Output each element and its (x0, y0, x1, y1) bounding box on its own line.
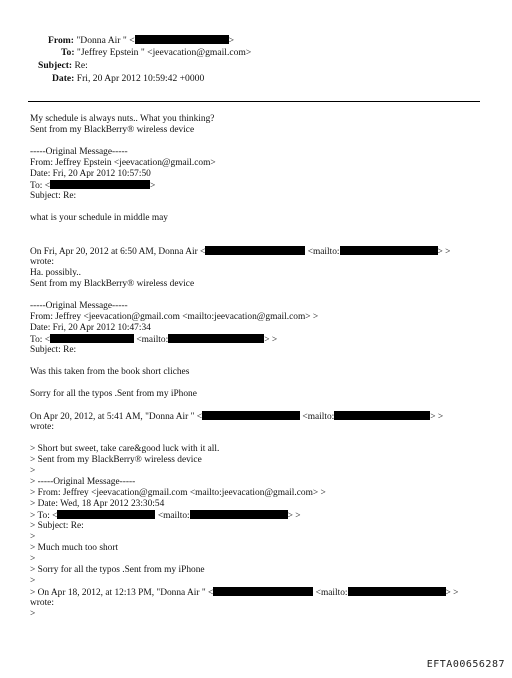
header-date-row (52, 73, 204, 84)
quote-prefix: On Apr 20, 2012, at 5:41 AM, "Donna Air " < (30, 412, 203, 422)
header-from-row (48, 35, 234, 46)
redaction-box (334, 411, 430, 420)
redaction-box (50, 180, 150, 189)
redaction-box (190, 510, 288, 519)
body-line: what is your schedule in middle may (30, 213, 168, 223)
date-value: Fri, 20 Apr 2012 10:59:42 +0000 (76, 73, 205, 84)
redaction-box (205, 246, 305, 255)
mailto-close: > > (437, 247, 451, 257)
body-line: > (30, 576, 36, 586)
to-value: "Jeffrey Epstein " <jeevacation@gmail.com> (76, 47, 252, 58)
to-prefix: > To: < (30, 511, 58, 521)
redaction-box (348, 587, 446, 596)
body-line: > Sorry for all the typos .Sent from my iPhone (30, 565, 205, 575)
body-line: wrote: (30, 598, 54, 608)
from-value: "Donna Air " < (76, 35, 135, 46)
mailto-close: > > (264, 335, 278, 345)
body-line: Date: Fri, 20 Apr 2012 10:47:34 (30, 323, 151, 333)
body-line: > (30, 466, 36, 476)
redaction-box (50, 334, 134, 343)
redaction-box (57, 510, 155, 519)
header-to-row (61, 47, 251, 58)
to-label: To: (61, 47, 75, 58)
subject-value: Re: (74, 60, 88, 71)
mailto-close: > > (430, 412, 444, 422)
redaction-box (340, 246, 438, 255)
mailto-label: <mailto: (157, 511, 190, 521)
body-line: -----Original Message----- (30, 301, 128, 311)
mailto-close: > > (287, 511, 301, 521)
redaction-box (213, 587, 313, 596)
mailto-label: <mailto: (302, 412, 335, 422)
redaction-box (202, 411, 300, 420)
mailto-label: <mailto: (136, 335, 169, 345)
body-line: From: Jeffrey Epstein <jeevacation@gmail.com> (30, 158, 216, 168)
body-line: Subject: Re: (30, 345, 77, 355)
body-line (30, 510, 490, 521)
body-line: > From: Jeffrey <jeevacation@gmail.com <mailto:jeevacation@gmail.com> > (30, 488, 326, 498)
quote-prefix: > On Apr 18, 2012, at 12:13 PM, "Donna Air " < (30, 588, 214, 598)
body-line (30, 587, 490, 598)
mailto-label: <mailto: (307, 247, 340, 257)
email-body (30, 114, 490, 620)
body-line (30, 411, 490, 422)
quote-prefix: On Fri, Apr 20, 2012 at 6:50 AM, Donna Air < (30, 247, 206, 257)
body-line: > Sent from my BlackBerry® wireless device (30, 455, 202, 465)
body-line: > Short but sweet, take care&good luck with it all. (30, 444, 220, 454)
body-line: Date: Fri, 20 Apr 2012 10:57:50 (30, 169, 151, 179)
body-line: Was this taken from the book short cliches (30, 367, 190, 377)
body-line: > (30, 609, 36, 619)
to-prefix: To: < (30, 181, 50, 191)
body-line (30, 334, 490, 345)
header-subject-row (38, 60, 88, 71)
subject-label: Subject: (38, 60, 73, 71)
header-divider (28, 101, 480, 102)
body-line: > -----Original Message----- (30, 477, 136, 487)
body-line: Subject: Re: (30, 191, 77, 201)
body-line: Sent from my BlackBerry® wireless device (30, 125, 195, 135)
body-line: -----Original Message----- (30, 147, 128, 157)
redaction-box (135, 35, 229, 44)
body-line: wrote: (30, 422, 54, 432)
from-label: From: (48, 35, 74, 46)
mailto-close: > > (445, 588, 459, 598)
body-line: wrote: (30, 257, 54, 267)
date-label: Date: (52, 73, 75, 84)
redaction-box (168, 334, 264, 343)
document-id-stamp: EFTA00656287 (426, 659, 505, 670)
body-line: > Subject: Re: (30, 521, 84, 531)
body-line: My schedule is always nuts.. What you thinking? (30, 114, 215, 124)
body-line: Sent from my BlackBerry® wireless device (30, 279, 195, 289)
body-line (30, 246, 490, 257)
body-line: Ha. possibly.. (30, 268, 81, 278)
mailto-label: <mailto: (315, 588, 348, 598)
to-suffix: > (150, 181, 156, 191)
from-value-close: > (228, 35, 235, 46)
body-line: > Date: Wed, 18 Apr 2012 23:30:54 (30, 499, 165, 509)
to-prefix: To: < (30, 335, 50, 345)
body-line: > Much much too short (30, 543, 119, 553)
body-line: From: Jeffrey <jeevacation@gmail.com <mailto:jeevacation@gmail.com> > (30, 312, 319, 322)
body-line (30, 180, 490, 191)
body-line: > (30, 554, 36, 564)
body-line: > (30, 532, 36, 542)
body-line: Sorry for all the typos .Sent from my iPhone (30, 389, 197, 399)
